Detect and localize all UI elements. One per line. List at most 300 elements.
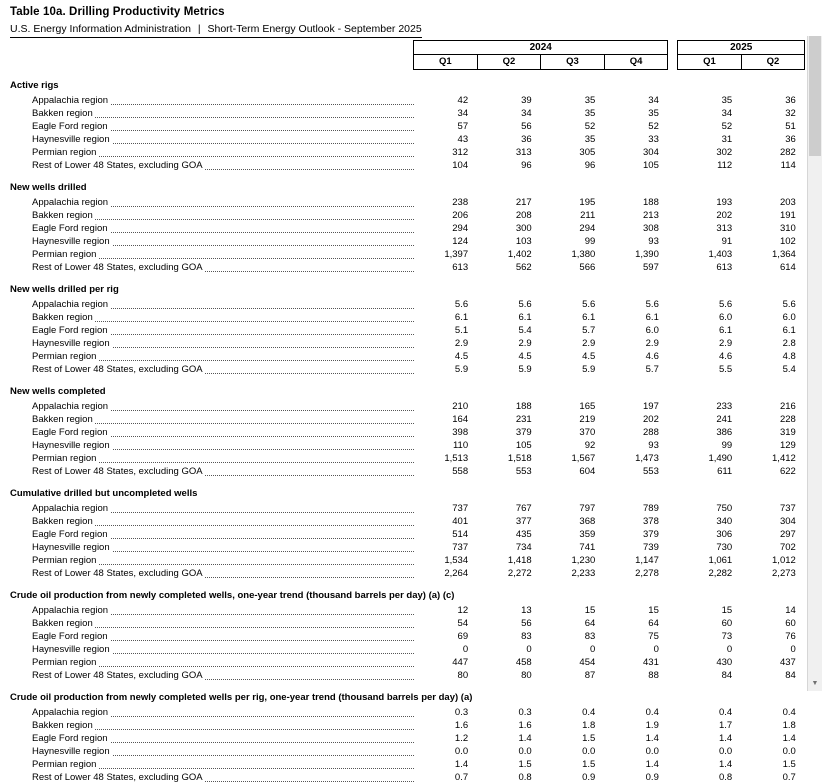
cell-value: 741 xyxy=(541,541,605,554)
cell-value: 553 xyxy=(604,465,668,478)
cell-value: 5.5 xyxy=(678,363,742,376)
cell-value: 4.5 xyxy=(414,350,478,363)
cell-value: 604 xyxy=(541,465,605,478)
cell-value: 2.9 xyxy=(604,337,668,350)
row-label xyxy=(10,146,414,159)
cell-value: 51 xyxy=(741,120,805,133)
header-corner xyxy=(10,41,414,55)
table-row xyxy=(10,630,822,643)
table-row xyxy=(10,567,822,580)
cell-value: 702 xyxy=(741,541,805,554)
cell-value: 6.1 xyxy=(604,311,668,324)
cell-value: 104 xyxy=(414,159,478,172)
cell-value: 164 xyxy=(414,413,478,426)
table-section-header xyxy=(10,478,822,502)
cell-value: 52 xyxy=(678,120,742,133)
cell-value: 1,380 xyxy=(541,248,605,261)
cell-value: 294 xyxy=(541,222,605,235)
section-title: New wells drilled xyxy=(10,172,805,196)
column-gap xyxy=(668,732,678,745)
cell-value: 2,272 xyxy=(477,567,541,580)
cell-value: 1,397 xyxy=(414,248,478,261)
cell-value: 737 xyxy=(414,502,478,515)
cell-value: 241 xyxy=(678,413,742,426)
cell-value: 2.9 xyxy=(541,337,605,350)
cell-value: 1,513 xyxy=(414,452,478,465)
vertical-scrollbar[interactable] xyxy=(807,36,822,691)
section-title: Crude oil production from newly completed wells per rig, one-year trend (thousand barrels per day) (a) xyxy=(10,682,805,706)
row-label xyxy=(10,719,414,732)
row-label-text: Rest of Lower 48 States, excluding GOA xyxy=(32,670,205,681)
table-row xyxy=(10,248,822,261)
cell-value: 386 xyxy=(678,426,742,439)
column-gap xyxy=(668,248,678,261)
drilling-productivity-table xyxy=(10,40,822,784)
cell-value: 193 xyxy=(678,196,742,209)
header-row-quarters xyxy=(10,55,822,70)
cell-value: 0 xyxy=(414,643,478,656)
row-label-text: Bakken region xyxy=(32,618,95,629)
header-year-2024: 2024 xyxy=(414,41,668,55)
table-row xyxy=(10,604,822,617)
cell-value: 233 xyxy=(678,400,742,413)
column-gap xyxy=(668,94,678,107)
column-gap xyxy=(668,528,678,541)
row-label-text: Bakken region xyxy=(32,108,95,119)
cell-value: 5.4 xyxy=(741,363,805,376)
column-gap xyxy=(668,439,678,452)
table-row xyxy=(10,94,822,107)
row-label-text: Eagle Ford region xyxy=(32,325,110,336)
column-gap xyxy=(668,413,678,426)
column-gap xyxy=(668,337,678,350)
cell-value: 1,418 xyxy=(477,554,541,567)
column-gap xyxy=(668,515,678,528)
cell-value: 64 xyxy=(541,617,605,630)
column-gap xyxy=(668,643,678,656)
cell-value: 562 xyxy=(477,261,541,274)
section-title: Cumulative drilled but uncompleted wells xyxy=(10,478,805,502)
cell-value: 15 xyxy=(678,604,742,617)
cell-value: 238 xyxy=(414,196,478,209)
row-label xyxy=(10,771,414,784)
table-row xyxy=(10,771,822,784)
column-gap xyxy=(668,745,678,758)
row-label-text: Haynesville region xyxy=(32,542,112,553)
column-gap xyxy=(668,771,678,784)
cell-value: 34 xyxy=(678,107,742,120)
cell-value: 302 xyxy=(678,146,742,159)
row-label xyxy=(10,745,414,758)
cell-value: 52 xyxy=(604,120,668,133)
cell-value: 0.0 xyxy=(477,745,541,758)
row-label xyxy=(10,643,414,656)
table-row xyxy=(10,311,822,324)
row-label xyxy=(10,350,414,363)
cell-value: 370 xyxy=(541,426,605,439)
column-gap xyxy=(668,719,678,732)
cell-value: 2.9 xyxy=(678,337,742,350)
cell-value: 231 xyxy=(477,413,541,426)
cell-value: 5.6 xyxy=(678,298,742,311)
cell-value: 195 xyxy=(541,196,605,209)
row-label-text: Eagle Ford region xyxy=(32,529,110,540)
cell-value: 5.9 xyxy=(414,363,478,376)
row-label-text: Appalachia region xyxy=(32,401,110,412)
table-section-header xyxy=(10,376,822,400)
cell-value: 83 xyxy=(541,630,605,643)
cell-value: 219 xyxy=(541,413,605,426)
cell-value: 84 xyxy=(741,669,805,682)
cell-value: 737 xyxy=(741,502,805,515)
cell-value: 514 xyxy=(414,528,478,541)
cell-value: 1.2 xyxy=(414,732,478,745)
row-label-text: Rest of Lower 48 States, excluding GOA xyxy=(32,466,205,477)
table-row xyxy=(10,465,822,478)
row-label xyxy=(10,159,414,172)
cell-value: 96 xyxy=(477,159,541,172)
row-label xyxy=(10,311,414,324)
row-label xyxy=(10,222,414,235)
cell-value: 110 xyxy=(414,439,478,452)
row-label-text: Rest of Lower 48 States, excluding GOA xyxy=(32,568,205,579)
row-label xyxy=(10,758,414,771)
row-label xyxy=(10,669,414,682)
table-row xyxy=(10,413,822,426)
cell-value: 0 xyxy=(604,643,668,656)
cell-value: 105 xyxy=(604,159,668,172)
row-label-text: Permian region xyxy=(32,555,98,566)
table-row xyxy=(10,669,822,682)
cell-value: 93 xyxy=(604,439,668,452)
cell-value: 52 xyxy=(541,120,605,133)
row-label xyxy=(10,732,414,745)
section-title: New wells drilled per rig xyxy=(10,274,805,298)
cell-value: 88 xyxy=(604,669,668,682)
row-label xyxy=(10,363,414,376)
cell-value: 35 xyxy=(678,94,742,107)
cell-value: 210 xyxy=(414,400,478,413)
table-row xyxy=(10,439,822,452)
table-row xyxy=(10,643,822,656)
row-label-text: Rest of Lower 48 States, excluding GOA xyxy=(32,772,205,783)
cell-value: 2,278 xyxy=(604,567,668,580)
column-gap xyxy=(668,235,678,248)
column-gap xyxy=(668,324,678,337)
subtitle-separator: | xyxy=(194,23,205,35)
column-gap xyxy=(668,630,678,643)
table-row xyxy=(10,758,822,771)
cell-value: 368 xyxy=(541,515,605,528)
row-label xyxy=(10,604,414,617)
cell-value: 0.0 xyxy=(541,745,605,758)
cell-value: 188 xyxy=(604,196,668,209)
cell-value: 288 xyxy=(604,426,668,439)
row-label-text: Bakken region xyxy=(32,312,95,323)
cell-value: 112 xyxy=(678,159,742,172)
cell-value: 0.4 xyxy=(678,706,742,719)
cell-value: 206 xyxy=(414,209,478,222)
column-gap xyxy=(668,426,678,439)
column-gap xyxy=(668,133,678,146)
cell-value: 32 xyxy=(741,107,805,120)
cell-value: 1,061 xyxy=(678,554,742,567)
row-label xyxy=(10,261,414,274)
cell-value: 5.9 xyxy=(477,363,541,376)
row-label-text: Haynesville region xyxy=(32,134,112,145)
table-row xyxy=(10,196,822,209)
cell-value: 0.8 xyxy=(678,771,742,784)
cell-value: 208 xyxy=(477,209,541,222)
cell-value: 87 xyxy=(541,669,605,682)
cell-value: 75 xyxy=(604,630,668,643)
cell-value: 92 xyxy=(541,439,605,452)
cell-value: 31 xyxy=(678,133,742,146)
cell-value: 34 xyxy=(477,107,541,120)
cell-value: 2,273 xyxy=(741,567,805,580)
cell-value: 80 xyxy=(477,669,541,682)
cell-value: 56 xyxy=(477,617,541,630)
cell-value: 6.1 xyxy=(678,324,742,337)
table-row xyxy=(10,617,822,630)
scroll-thumb[interactable] xyxy=(809,36,821,156)
column-gap xyxy=(668,120,678,133)
column-gap xyxy=(668,159,678,172)
cell-value: 306 xyxy=(678,528,742,541)
cell-value: 69 xyxy=(414,630,478,643)
table-row xyxy=(10,107,822,120)
cell-value: 6.0 xyxy=(741,311,805,324)
cell-value: 1.9 xyxy=(604,719,668,732)
cell-value: 312 xyxy=(414,146,478,159)
row-label xyxy=(10,452,414,465)
cell-value: 35 xyxy=(604,107,668,120)
cell-value: 1.6 xyxy=(414,719,478,732)
cell-value: 217 xyxy=(477,196,541,209)
scroll-down-arrow[interactable]: ▼ xyxy=(808,677,822,691)
cell-value: 1.5 xyxy=(477,758,541,771)
row-label-text: Eagle Ford region xyxy=(32,631,110,642)
header-gap-2 xyxy=(668,55,678,70)
row-label xyxy=(10,617,414,630)
row-label xyxy=(10,502,414,515)
row-label xyxy=(10,630,414,643)
cell-value: 435 xyxy=(477,528,541,541)
column-gap xyxy=(668,656,678,669)
row-label-text: Bakken region xyxy=(32,516,95,527)
row-label-text: Bakken region xyxy=(32,720,95,731)
cell-value: 597 xyxy=(604,261,668,274)
row-label-text: Haynesville region xyxy=(32,440,112,451)
report-name: Short-Term Energy Outlook - September 2025 xyxy=(208,23,422,35)
cell-value: 377 xyxy=(477,515,541,528)
row-label-text: Eagle Ford region xyxy=(32,733,110,744)
column-gap xyxy=(668,222,678,235)
cell-value: 305 xyxy=(541,146,605,159)
row-label xyxy=(10,298,414,311)
cell-value: 304 xyxy=(604,146,668,159)
row-label xyxy=(10,337,414,350)
cell-value: 0.7 xyxy=(414,771,478,784)
cell-value: 34 xyxy=(604,94,668,107)
cell-value: 378 xyxy=(604,515,668,528)
cell-value: 401 xyxy=(414,515,478,528)
column-gap xyxy=(668,400,678,413)
cell-value: 5.7 xyxy=(541,324,605,337)
cell-value: 228 xyxy=(741,413,805,426)
cell-value: 197 xyxy=(604,400,668,413)
cell-value: 14 xyxy=(741,604,805,617)
row-label xyxy=(10,706,414,719)
table-row xyxy=(10,209,822,222)
cell-value: 0.0 xyxy=(414,745,478,758)
row-label xyxy=(10,554,414,567)
cell-value: 447 xyxy=(414,656,478,669)
cell-value: 1.4 xyxy=(678,758,742,771)
cell-value: 13 xyxy=(477,604,541,617)
column-gap xyxy=(668,311,678,324)
cell-value: 83 xyxy=(477,630,541,643)
cell-value: 1.5 xyxy=(741,758,805,771)
row-label xyxy=(10,567,414,580)
cell-value: 93 xyxy=(604,235,668,248)
cell-value: 91 xyxy=(678,235,742,248)
cell-value: 203 xyxy=(741,196,805,209)
row-label-text: Eagle Ford region xyxy=(32,427,110,438)
table-section-header xyxy=(10,172,822,196)
row-label-text: Haynesville region xyxy=(32,236,112,247)
table-row xyxy=(10,528,822,541)
cell-value: 0.3 xyxy=(414,706,478,719)
row-label xyxy=(10,133,414,146)
cell-value: 613 xyxy=(414,261,478,274)
table-row xyxy=(10,515,822,528)
header-q2-2025: Q2 xyxy=(741,55,805,70)
cell-value: 437 xyxy=(741,656,805,669)
row-label xyxy=(10,528,414,541)
row-label xyxy=(10,235,414,248)
cell-value: 304 xyxy=(741,515,805,528)
column-gap xyxy=(668,669,678,682)
scroll-spacer xyxy=(805,758,822,771)
cell-value: 1,473 xyxy=(604,452,668,465)
row-label-text: Permian region xyxy=(32,249,98,260)
table-row xyxy=(10,732,822,745)
row-label xyxy=(10,400,414,413)
cell-value: 1,412 xyxy=(741,452,805,465)
cell-value: 294 xyxy=(414,222,478,235)
cell-value: 1,402 xyxy=(477,248,541,261)
cell-value: 6.1 xyxy=(477,311,541,324)
cell-value: 558 xyxy=(414,465,478,478)
table-row xyxy=(10,656,822,669)
row-label-text: Bakken region xyxy=(32,414,95,425)
table-body xyxy=(10,70,822,784)
cell-value: 739 xyxy=(604,541,668,554)
header-gap xyxy=(668,41,678,55)
cell-value: 0.3 xyxy=(477,706,541,719)
cell-value: 5.6 xyxy=(741,298,805,311)
row-label-text: Appalachia region xyxy=(32,503,110,514)
cell-value: 1,364 xyxy=(741,248,805,261)
cell-value: 1,390 xyxy=(604,248,668,261)
column-gap xyxy=(668,465,678,478)
cell-value: 105 xyxy=(477,439,541,452)
table-row xyxy=(10,222,822,235)
table-row xyxy=(10,120,822,133)
cell-value: 2,264 xyxy=(414,567,478,580)
cell-value: 42 xyxy=(414,94,478,107)
cell-value: 6.1 xyxy=(414,311,478,324)
cell-value: 789 xyxy=(604,502,668,515)
cell-value: 0.9 xyxy=(541,771,605,784)
cell-value: 2.9 xyxy=(477,337,541,350)
table-row xyxy=(10,350,822,363)
cell-value: 1,230 xyxy=(541,554,605,567)
cell-value: 5.6 xyxy=(604,298,668,311)
cell-value: 0.0 xyxy=(604,745,668,758)
cell-value: 12 xyxy=(414,604,478,617)
cell-value: 1.4 xyxy=(414,758,478,771)
cell-value: 379 xyxy=(477,426,541,439)
cell-value: 431 xyxy=(604,656,668,669)
row-label xyxy=(10,209,414,222)
column-gap xyxy=(668,452,678,465)
cell-value: 124 xyxy=(414,235,478,248)
cell-value: 35 xyxy=(541,107,605,120)
column-gap xyxy=(668,350,678,363)
cell-value: 35 xyxy=(541,133,605,146)
row-label-text: Appalachia region xyxy=(32,197,110,208)
cell-value: 359 xyxy=(541,528,605,541)
cell-value: 0.0 xyxy=(741,745,805,758)
column-gap xyxy=(668,617,678,630)
cell-value: 114 xyxy=(741,159,805,172)
cell-value: 64 xyxy=(604,617,668,630)
cell-value: 76 xyxy=(741,630,805,643)
row-label-text: Permian region xyxy=(32,351,98,362)
cell-value: 56 xyxy=(477,120,541,133)
cell-value: 5.6 xyxy=(414,298,478,311)
cell-value: 0.8 xyxy=(477,771,541,784)
table-section-header xyxy=(10,70,822,95)
cell-value: 398 xyxy=(414,426,478,439)
cell-value: 96 xyxy=(541,159,605,172)
cell-value: 6.1 xyxy=(741,324,805,337)
table-row xyxy=(10,235,822,248)
table-row xyxy=(10,400,822,413)
cell-value: 1,567 xyxy=(541,452,605,465)
cell-value: 213 xyxy=(604,209,668,222)
row-label xyxy=(10,541,414,554)
cell-value: 43 xyxy=(414,133,478,146)
cell-value: 4.6 xyxy=(604,350,668,363)
column-gap xyxy=(668,261,678,274)
cell-value: 4.6 xyxy=(678,350,742,363)
cell-value: 430 xyxy=(678,656,742,669)
cell-value: 1.7 xyxy=(678,719,742,732)
cell-value: 0 xyxy=(741,643,805,656)
cell-value: 313 xyxy=(678,222,742,235)
column-gap xyxy=(668,554,678,567)
column-gap xyxy=(668,541,678,554)
row-label xyxy=(10,515,414,528)
cell-value: 4.8 xyxy=(741,350,805,363)
cell-value: 202 xyxy=(678,209,742,222)
table-section-header xyxy=(10,682,822,706)
cell-value: 737 xyxy=(414,541,478,554)
row-label-text: Permian region xyxy=(32,453,98,464)
